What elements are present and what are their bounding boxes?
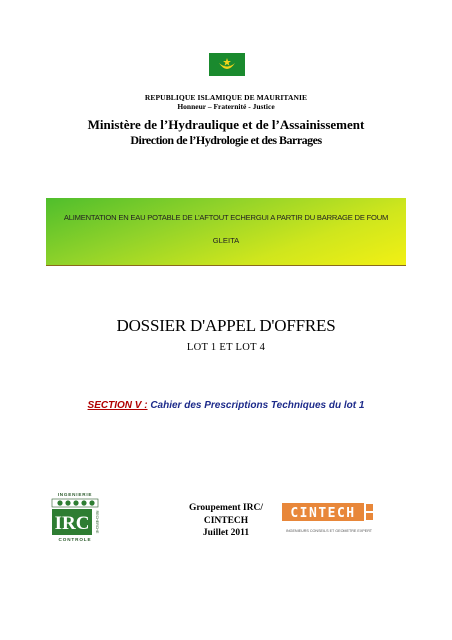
country-name: REPUBLIQUE ISLAMIQUE DE MAURITANIE <box>144 93 308 102</box>
consortium-line2: CINTECH <box>203 515 249 526</box>
direction-title: Direction de l’Hydrologie et des Barrages <box>130 133 322 147</box>
project-title-line1: ALIMENTATION EN EAU POTABLE DE L’AFTOUT ECHERGUI A PARTIR DU BARRAGE DE FOUM <box>63 213 389 222</box>
consortium-block <box>0 502 452 540</box>
consortium-line1: Groupement IRC/ <box>189 503 263 513</box>
section-heading <box>0 400 452 411</box>
irc-middle-text: IRC <box>54 513 90 534</box>
cintech-name: CINTECH <box>290 506 356 521</box>
document-title: DOSSIER D'APPEL D'OFFRES <box>116 316 336 335</box>
cintech-tagline: INGENIEURS CONSEILS ET GEOMETRE EXPERT <box>285 529 373 533</box>
section-label: SECTION V : <box>87 400 148 411</box>
project-title-line2: GLEITA <box>212 236 240 245</box>
country-motto: Honneur – Fraternité - Justice <box>177 102 275 111</box>
irc-side-text: RECHERCHE <box>95 510 99 534</box>
ministry-title: Ministère de l’Hydraulique et de l’Assainissement <box>87 117 365 132</box>
section-text: Cahier des Prescriptions Techniques du lot 1 <box>147 400 365 411</box>
document-lots: LOT 1 ET LOT 4 <box>186 342 266 353</box>
document-date: Juillet 2011 <box>202 528 250 538</box>
irc-bottom-text: CONTROLE <box>58 537 92 542</box>
irc-top-text: INGENIERIE <box>57 492 93 497</box>
mauritania-flag-icon <box>209 53 245 76</box>
project-banner <box>46 198 406 266</box>
cintech-logo <box>282 503 376 537</box>
